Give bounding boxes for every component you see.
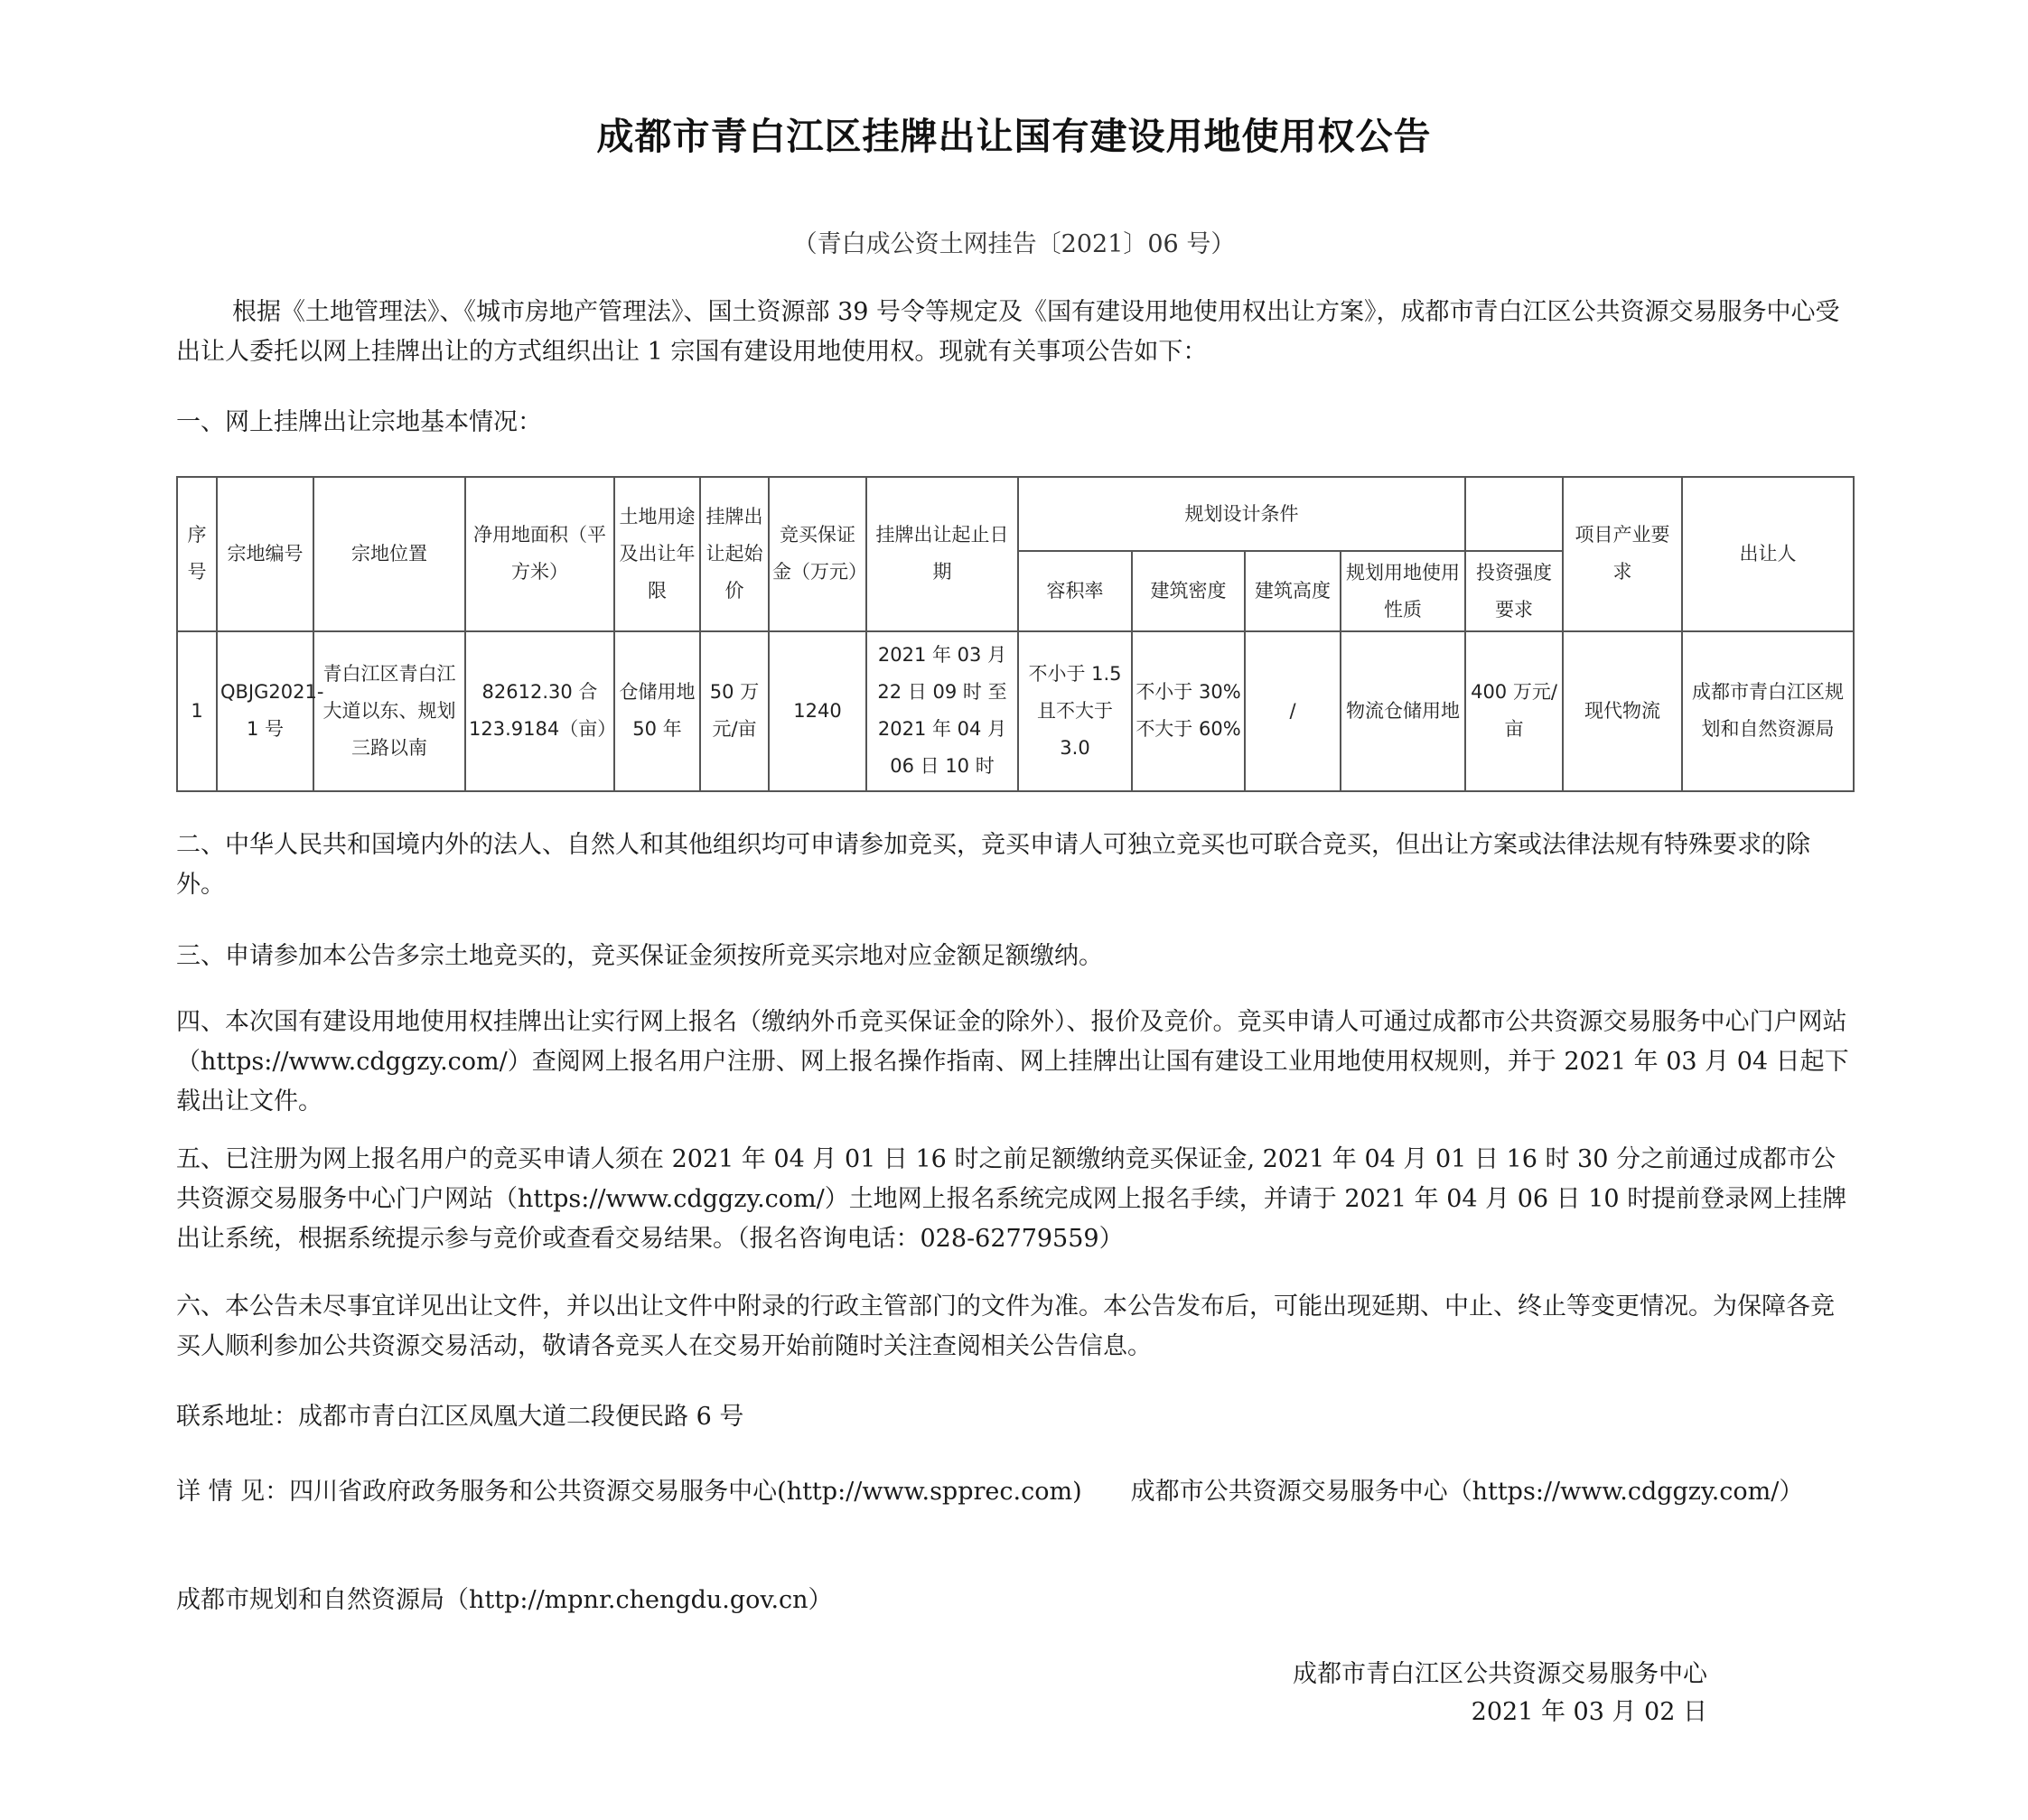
cell-industry: 现代物流 (1563, 631, 1682, 791)
land-parcel-table (176, 476, 1855, 792)
section-6-paragraph: 六、本公告未尽事宜详见出让文件，并以出让文件中附录的行政主管部门的文件为准。本公告发布后，可能出现延期、中止、终止等变更情况。为保障各竞买人顺利参加公共资源交易活动，敬请各竞买人在交易开始前随时关注查阅相关公告信息。 (176, 1293, 1835, 1360)
header-seq: 序号 (177, 477, 217, 631)
cell-seq: 1 (177, 631, 217, 791)
header-period: 挂牌出让起止日期 (866, 477, 1018, 631)
details-links: 详 情 见：四川省政府政务服务和公共资源交易服务中心(http://www.spprec.com) 成都市公共资源交易服务中心（https://www.cdggzy.com/） (176, 1478, 1804, 1506)
header-investment-top (1465, 477, 1563, 551)
header-investment: 投资强度要求 (1465, 551, 1563, 631)
section-2-paragraph: 二、中华人民共和国境内外的法人、自然人和其他组织均可申请参加竞买，竞买申请人可独立竞买也可联合竞买，但出让方案或法律法规有特殊要求的除外。 (176, 831, 1810, 899)
page-title: 成都市青白江区挂牌出让国有建设用地使用权公告 (596, 115, 1432, 158)
header-land-use-term: 土地用途及出让年限 (614, 477, 700, 631)
cell-parcel-no: QBJG2021-1 号 (217, 631, 313, 791)
header-building-density: 建筑密度 (1132, 551, 1245, 631)
header-plot-ratio: 容积率 (1018, 551, 1132, 631)
section-5-paragraph: 五、已注册为网上报名用户的竞买申请人须在 2021 年 04 月 01 日 16 时之前足额缴纳竞买保证金, 2021 年 04 月 01 日 16 时 30 分之前通过成都市公共资源交易服务中心门户网站（https://www.cdggzy.com/）土地网上报名系统完成网上报名手续，并请于 2021 年 04 月 06 日 10 时提前登录网上挂牌出让系统，根据系统提示参与竞价或查看交易结果。（报名咨询电话：028-62779559） (176, 1145, 1847, 1253)
header-net-area: 净用地面积（平方米） (465, 477, 614, 631)
section-3-paragraph: 三、申请参加本公告多宗土地竞买的，竞买保证金须按所竞买宗地对应金额足额缴纳。 (176, 942, 1103, 970)
header-planned-use: 规划用地使用性质 (1341, 551, 1465, 631)
section-4-paragraph: 四、本次国有建设用地使用权挂牌出让实行网上报名（缴纳外币竞买保证金的除外）、报价及竞价。竞买申请人可通过成都市公共资源交易服务中心门户网站（https://www.cdggzy.com/）查阅网上报名用户注册、网上报名操作指南、网上挂牌出让国有建设工业用地使用权规则，并于 2021 年 03 月 04 日起下载出让文件。 (176, 1008, 1849, 1115)
cell-start-price: 50 万元/亩 (700, 631, 769, 791)
header-location: 宗地位置 (313, 477, 465, 631)
cell-investment: 400 万元/亩 (1465, 631, 1563, 791)
header-transferor: 出让人 (1682, 477, 1854, 631)
header-planning-conditions: 规划设计条件 (1018, 477, 1465, 551)
cell-period: 2021 年 03 月 22 日 09 时 至 2021 年 04 月 06 日 10 时 (866, 631, 1018, 791)
cell-land-use-term: 仓储用地 50 年 (614, 631, 700, 791)
cell-plot-ratio: 不小于 1.5 且不大于 3.0 (1018, 631, 1132, 791)
signing-date: 2021 年 03 月 02 日 (1471, 1698, 1707, 1726)
header-industry: 项目产业要求 (1563, 477, 1682, 631)
header-parcel-no: 宗地编号 (217, 477, 313, 631)
section-1-heading: 一、网上挂牌出让宗地基本情况： (176, 408, 542, 436)
cell-net-area: 82612.30 合 123.9184（亩） (465, 631, 614, 791)
cell-building-density: 不小于 30% 不大于 60% (1132, 631, 1245, 791)
cell-deposit: 1240 (769, 631, 866, 791)
header-building-height: 建筑高度 (1245, 551, 1341, 631)
cell-planned-use: 物流仓储用地 (1341, 631, 1465, 791)
header-start-price: 挂牌出让起始价 (700, 477, 769, 631)
contact-address: 联系地址：成都市青白江区凤凰大道二段便民路 6 号 (176, 1403, 744, 1431)
intro-paragraph: 根据《土地管理法》、《城市房地产管理法》、国土资源部 39 号令等规定及《国有建设用地使用权出让方案》，成都市青白江区公共资源交易服务中心受出让人委托以网上挂牌出让的方式组织出让 1 宗国有建设用地使用权。现就有关事项公告如下： (176, 298, 1840, 366)
bureau-link: 成都市规划和自然资源局（http://mpnr.chengdu.gov.cn） (176, 1586, 833, 1614)
signer-name: 成都市青白江区公共资源交易服务中心 (1293, 1660, 1707, 1688)
cell-transferor: 成都市青白江区规划和自然资源局 (1682, 631, 1854, 791)
table-row (177, 631, 1854, 791)
document-number: （青白成公资土网挂告〔2021〕06 号） (792, 230, 1236, 258)
cell-building-height: / (1245, 631, 1341, 791)
header-deposit: 竞买保证金（万元） (769, 477, 866, 631)
cell-location: 青白江区青白江大道以东、规划三路以南 (313, 631, 465, 791)
